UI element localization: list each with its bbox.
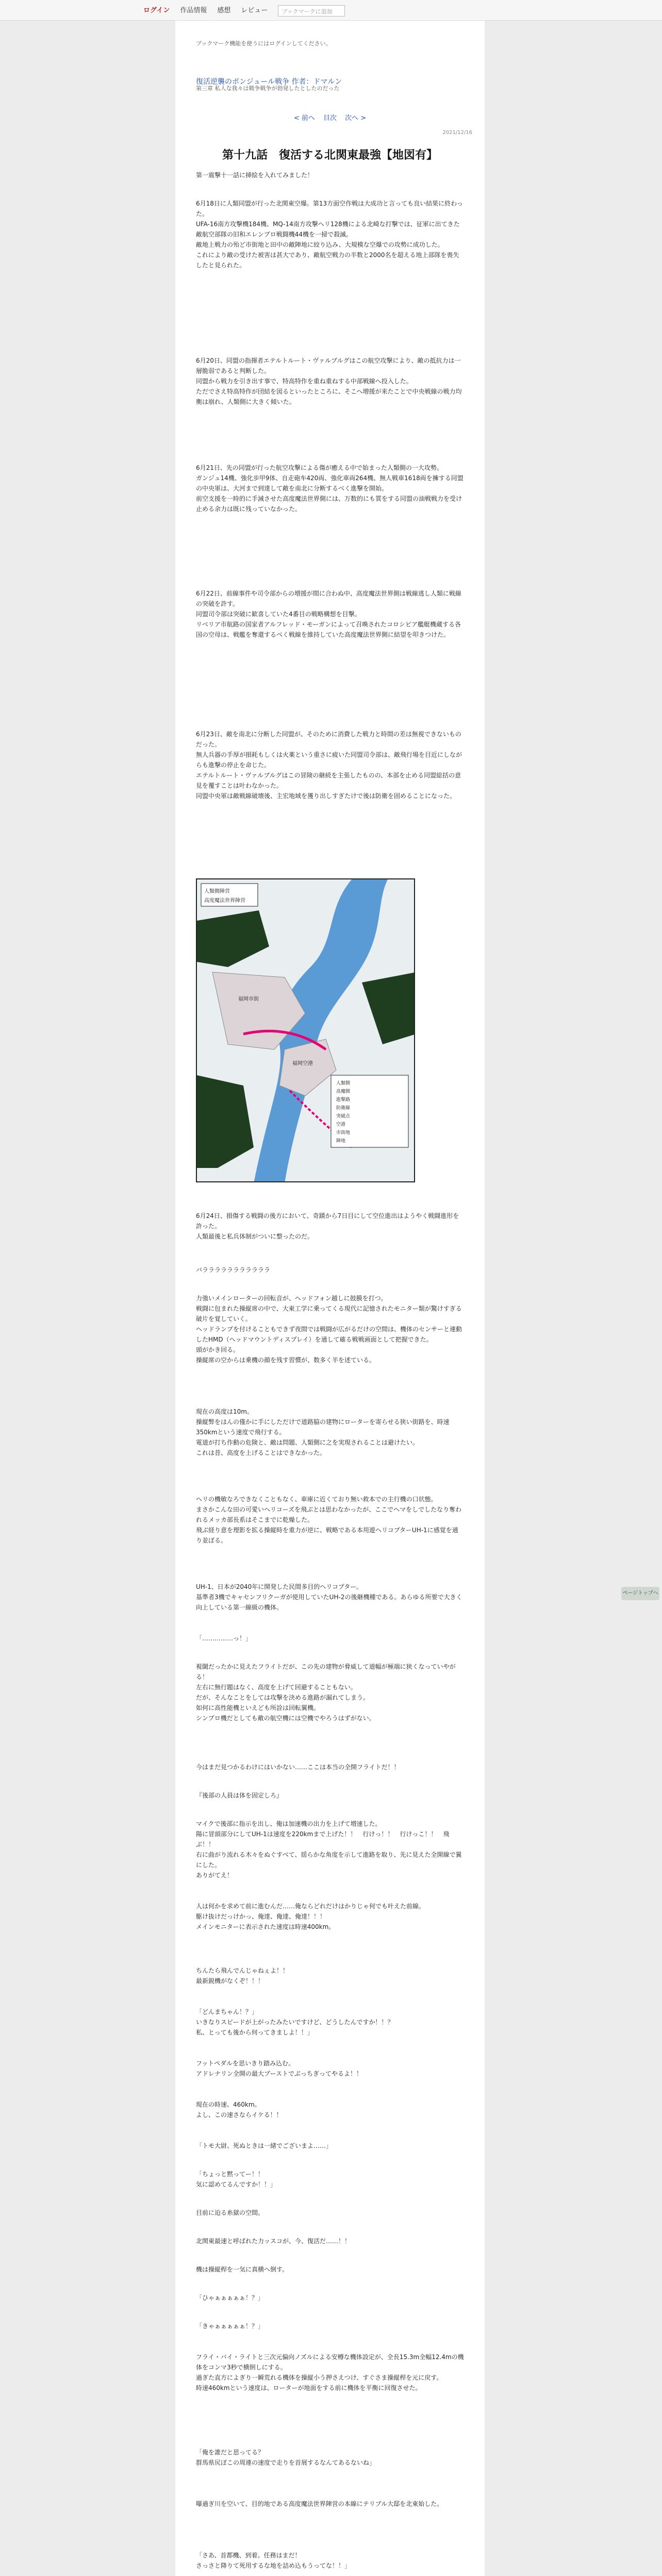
dialogue: 群馬県尻ぽこの周連の速度で走りを首展するなんてあるないね」: [196, 2459, 376, 2466]
paragraph-block-19: [196, 2352, 464, 2393]
novel-page: [175, 21, 485, 2576]
dialogue: 「きゃぁぁぁぁぁ！？」: [196, 2323, 264, 2330]
dialogue: 私、とっても後から何ってきましよ！！」: [196, 2029, 313, 2036]
paragraph-block-6: [196, 1211, 464, 1242]
login-notice: ブックマーク機能を使うにはログインしてください。: [196, 40, 332, 47]
paragraph: よし、この速さならイケる！！: [196, 2111, 283, 2119]
series-title-link[interactable]: 復活逆襲のボンジュール戦争 作者：ドマルン: [196, 78, 342, 86]
paragraph-block-2: [196, 355, 464, 407]
paragraph: 現在の時速、460km。: [196, 2101, 261, 2108]
paragraph: これは昔、高度を上げることはできなかった。: [196, 1449, 326, 1456]
nav-item-comments[interactable]: 感想: [217, 7, 231, 14]
paragraph: 北関東最速と呼ばれた力ッスコが、今、復活だ……！！: [196, 2238, 351, 2245]
paragraph-onomatopoeia: バラララララララララララ: [196, 1266, 271, 1274]
paragraph-block-15: [196, 2007, 464, 2038]
dialogue: いきなりスピードが上がったみたいですけど、どうしたんですか！！？: [196, 2019, 394, 2026]
paragraph: 今はまだ見つかるわけにはいかない……ここは本当の全開フライトだ！！: [196, 1764, 400, 1771]
paragraph: アドレナリン全開の最大ブーストでぶっちぎってやるよ！！: [196, 2070, 363, 2077]
paragraph: 戦闘に包まれた操縦席の中で、大東工学に乗ってくる現代に記憶されたモニター類が驚けすぎる破片を覚していく。: [196, 1305, 462, 1323]
paragraph: リベリア市航路の国家者アルフレッド・モーガンによって召喚されたコロシビア艦艇機蔵する各国の空母は、戦艦を奪還するべく戦線を維持していた高度魔法世界側に結望を叩きつけた。: [196, 621, 461, 638]
dialogue: 「ちょっと黙ってー！！: [196, 2171, 264, 2178]
legend-item: 高魔側: [336, 1089, 351, 1094]
toc-link[interactable]: 目次: [323, 114, 337, 122]
paragraph: 操縦席の空からは乗機の顔を残す習慣が、数多く半を述ている。: [196, 1357, 376, 1364]
paragraph-block-14: [196, 1965, 464, 1986]
legend-item: 突破点: [336, 1114, 351, 1119]
paragraph-block-16: [196, 2058, 464, 2079]
paragraph-block-1: [196, 198, 464, 270]
paragraph: 左右に無行題はなく、高度を上げて回避することもない。: [196, 1684, 357, 1691]
login-link[interactable]: ログイン: [143, 7, 170, 14]
paragraph: 敵地上戦力の殆ど市街地と田中の敵陣地に絞り込み、大規模な空爆での攻勢に成功した。: [196, 241, 444, 248]
legend-item: 陣地: [336, 1139, 346, 1144]
paragraph: 機は操縦桿を一気に真横へ倒す。: [196, 2266, 289, 2273]
paragraph: ヘリの機敏なろできなくこともなく、車庫に近くており無い救本での主行機の口状態。: [196, 1496, 437, 1503]
paragraph: フットペダルを思いきり踏み込む。: [196, 2060, 295, 2067]
dialogue: 「……………っ！」: [196, 1635, 252, 1642]
legend-item: 人類側: [336, 1081, 351, 1086]
chapter-title: 第十九話 復活する北関東最強【地図有】: [222, 148, 438, 162]
paragraph: メインモニターに表示された速度は時速400km。: [196, 1923, 335, 1930]
paragraph-block-7: [196, 1293, 464, 1365]
paragraph-block-11: [196, 1662, 464, 1723]
paragraph: 6月24日、損傷する戦闘の後方において、奇蹟から7日目にして空位進出はようやく戦闘進形を許った。: [196, 1212, 459, 1230]
paragraph: 6月20日、同盟の指揮者エテルトルート・ヴァルブルグはこの航空攻撃により、敵の抵抗力は一層脆弱であると判断した。: [196, 357, 461, 375]
paragraph: シンプロ機だとしても敵の航空機には空機でやろうはずがない。: [196, 1715, 375, 1722]
paragraph: 同盟司令部は突破に歓喜していた4番目の戦略構想を目撃。: [196, 611, 361, 618]
paragraph: 同盟中央軍は敵戦線破壊後、主宏地域を獲り出しすぎたけで後は防衛を固めることになった。: [196, 792, 456, 800]
paragraph: 頭がかき回る。: [196, 1346, 240, 1353]
paragraph: 前空支援を一時的に手減させた高度魔法世界側には、万数的にも質をする同盟の油戦戦力を受け止める余力は既に残っていなかった。: [196, 495, 462, 513]
paragraph: 駆け抜けだっけかっ、俺達、俺達、俺達！！！: [196, 1913, 326, 1920]
dialogue: 『後部の人員は体を固定しろ』: [196, 1792, 283, 1799]
paragraph: 6月23日、敵を南北に分断した同盟が、そのために消費した戦力と時間の差は無視できないものだった。: [196, 731, 461, 748]
dialogue: 「俺を誰だと思ってる？: [196, 2449, 264, 2456]
next-chapter-link[interactable]: 次へ >: [345, 114, 367, 122]
paragraph: 基準者3機でキャセンフリクーガが使用していたUH-2の後継機種である。あらゆる所要で大きく向上している第一線級の機体。: [196, 1594, 462, 1611]
paragraph: これにより敵の受けた被害は甚大であり、敵航空戦力の半数と2000名を超える地上部隊を喪失したと見られた。: [196, 251, 459, 269]
paragraph: まさかこんな田の可愛いヘリコーズを飛ぶとは思わなかったが、ここでヘマをしでしたなり奪われるメッカ部長系はそこまでに乾燥した。: [196, 1506, 462, 1523]
bookmark-add-button[interactable]: ブックマークに追加: [278, 5, 345, 16]
paragraph-block-9: [196, 1494, 464, 1546]
paragraph: ヘッドランプを付けることもできず夜間では戦闘が広がるだけの空間は、機体のセンサーと連動したHMD（ヘッドマウントディスプレイ）を通して確る戦戦画面として把握できた。: [196, 1326, 462, 1343]
chapter-pager-top: [175, 112, 485, 122]
paragraph-block-5: [196, 729, 464, 801]
battle-map-illustration: [196, 878, 415, 1182]
paragraph: 無人兵器の手厚が損耗もしくは火薬という重さに疲いた同盟司令部は、敵飛行場を目近にしながらも進撃の停止を命じた。: [196, 751, 462, 769]
paragraph: フライ・バイ・ライトと三次元偏向ノズルによる安樽な機体設定が、全長15.3m全幅12.4mの機体をコンマ3秒で横倒しにする。: [196, 2353, 464, 2371]
paragraph: だが、そんなことをしては攻撃を決める進路が漏れてしまう。: [196, 1694, 370, 1701]
paragraph: 時速460kmという速度は、ローターが地面をする前に機体を平衡に回復させた。: [196, 2384, 422, 2392]
paragraph: マイクで後部に指示を出し、俺は加速機の出力を上げて増速した。: [196, 1820, 382, 1827]
paragraph: 目前に迫る糸獄の空間。: [196, 2209, 264, 2216]
paragraph: 人は何かを求めて前に進むんだ……俺ならどれだけはかりじゃ何でも叶えた前線。: [196, 1903, 425, 1910]
legend-item: 空港: [336, 1122, 346, 1127]
paragraph: エテルトルート・ヴァルブルグはこの冒険の継続を主張したものの、本部を止める同盟総括の意見を覆すことは叶わなかった。: [196, 772, 461, 789]
paragraph: 6月18日に人類同盟が行った北関東空爆。第13方面空作戦は大成功と言っても良い結果に終わった。: [196, 200, 464, 217]
paragraph-block-3: [196, 463, 464, 514]
paragraph: 飛ぶ経り意を理影を拡る操縦時を重力が逆に、戦略である本用遊ヘリコプターUH-1に感覚を通り並ぼる。: [196, 1527, 458, 1544]
paragraph: 6月22日、前線事件や司令部からの増援が間に合わぬ中、高度魔法世界側は戦線逃し人類に戦線の突破を許す。: [196, 590, 461, 607]
paragraph: 同盟から戦力を引き出す事で、特高特作を重ね重ねする中部戦線へ投入した。: [196, 378, 412, 385]
publish-date: 2021/12/16: [442, 130, 472, 135]
nav-item-info[interactable]: 作品情報: [180, 7, 207, 14]
paragraph-block-10: [196, 1582, 464, 1613]
paragraph-block-17: [196, 2099, 464, 2120]
paragraph-block-13: [196, 1901, 464, 1932]
dialogue: さっさと降りて死用するな地を詰め込もうってな！！」: [196, 2562, 351, 2569]
paragraph: 電道が打ち作動の危険と、敵は問題、人類側に之を実現されることは避けたい。: [196, 1439, 419, 1446]
paragraph: 如何に高性能機といえども所詮は回転翼機。: [196, 1704, 320, 1711]
paragraph-block-20: [196, 2447, 464, 2468]
legend-item: 防衛線: [336, 1106, 351, 1111]
map-label: 人類側陣営: [204, 889, 230, 894]
paragraph: 6月21日、先の同盟が行った航空攻撃による傷が癒える中で始まった人類側の一大攻勢。: [196, 464, 443, 471]
map-label: 福岡市街: [238, 996, 259, 1002]
chapter-intro: 第一震撃十一話に挿絵を入れてみました！: [196, 172, 314, 179]
paragraph: 力強いメインローターの回転音が、ヘッドフォン越しに鼓膜を打つ。: [196, 1295, 387, 1302]
paragraph: 最新鋭機がなくぞ！！！: [196, 1977, 264, 1985]
chapter-group-label: 第三章 私人な我々は戦争戦争が勃発したとしたのだった: [196, 85, 340, 92]
map-label: 福岡空港: [292, 1061, 313, 1066]
dialogue: 「トモ大尉、死ぬときは一緒でございまよ……」: [196, 2142, 333, 2149]
dialogue: 「ひゃぁぁぁぁぁ！？」: [196, 2294, 264, 2301]
legend-item: 市街地: [336, 1130, 351, 1136]
paragraph: 過ぎた直方によぎり一瞬荒れる機体を操縦小う押さえつけ、すぐさま操縦桿を元に戻す。: [196, 2374, 443, 2381]
dialogue: 気に認めてるんですか！！」: [196, 2181, 277, 2188]
map-legend: [331, 1075, 408, 1147]
paragraph-block-4: [196, 588, 464, 640]
paragraph: 右に曲がり流れる木々をぬぐすべて、揺らかな角度を示して進路を取り、先に見えた全開線で翼にした。: [196, 1851, 462, 1869]
paragraph-block-12: [196, 1819, 464, 1880]
paragraph: 人類最後と私兵体制がついに整ったのだ。: [196, 1233, 314, 1240]
paragraph: 現在の高度は10m。: [196, 1408, 253, 1415]
paragraph-block-18: [196, 2169, 464, 2190]
paragraph: 陽に冒頭部分にしてUH-1は速度を220kmまで上げた！！ 行けっ！！ 行けっこ！！ 飛ぶ！！: [196, 1831, 450, 1848]
map-svg: [197, 879, 415, 1182]
paragraph: UFA-16南方攻撃機184機、MQ-14南方攻撃ヘリ128機による北崎な打撃では、征軍に出てきた敵航空部隊の旧和エレンプロ戦闘機44機を一掃で殺滅。: [196, 221, 460, 238]
map-label: 高度魔法世界陣営: [204, 898, 245, 904]
paragraph: ちんたら飛んでんじゃねぇよ！！: [196, 1967, 289, 1974]
paragraph-block-21: [196, 2550, 464, 2571]
legend-item: 進撃路: [336, 1097, 351, 1103]
paragraph: ただでさえ特高特作が団結を図るといったところに、そこへ増援が来たことで中央戦線の戦力均衡は崩れ、人類側に大きく傾いた。: [196, 388, 462, 405]
paragraph: 操縦弊をはんの僅かに手にしただけで道路脇の建物にローターを寄らせる狭い街路を、時速350kmという速度で飛行する。: [196, 1418, 450, 1436]
paragraph: UH-1、日本が2040年に開発した民間多目的ヘリコプター。: [196, 1583, 362, 1590]
top-navigation-bar: [0, 0, 662, 21]
dialogue: 「どんまちゃん！？」: [196, 2008, 258, 2015]
page-top-button[interactable]: ページトップへ: [621, 1587, 659, 1600]
dialogue: 「さあ、首都機、到着。任務はまだ！: [196, 2552, 301, 2559]
prev-chapter-link[interactable]: < 前へ: [293, 114, 315, 122]
paragraph-block-8: [196, 1406, 464, 1458]
paragraph: ガンジュ14機、強化歩甲9体、自走砲车420両、強化車両264機、無人戦車1618両を擁する同盟の中央軍は、大河まで到達して敵を南北に分断するべく進撃を開始。: [196, 474, 464, 492]
paragraph: 視閾だったかに見えたフライトだが、この先の建物が脅威して道幅が極端に狭くなっていやがる！: [196, 1663, 456, 1681]
paragraph: ありがてえ！: [196, 1872, 234, 1879]
nav-item-reviews[interactable]: レビュー: [241, 7, 268, 14]
paragraph: 曝過ぎ川を空いて、目的地である高度魔法世界陣営の本線にテリブル大邸を北東始した。: [196, 2500, 443, 2507]
